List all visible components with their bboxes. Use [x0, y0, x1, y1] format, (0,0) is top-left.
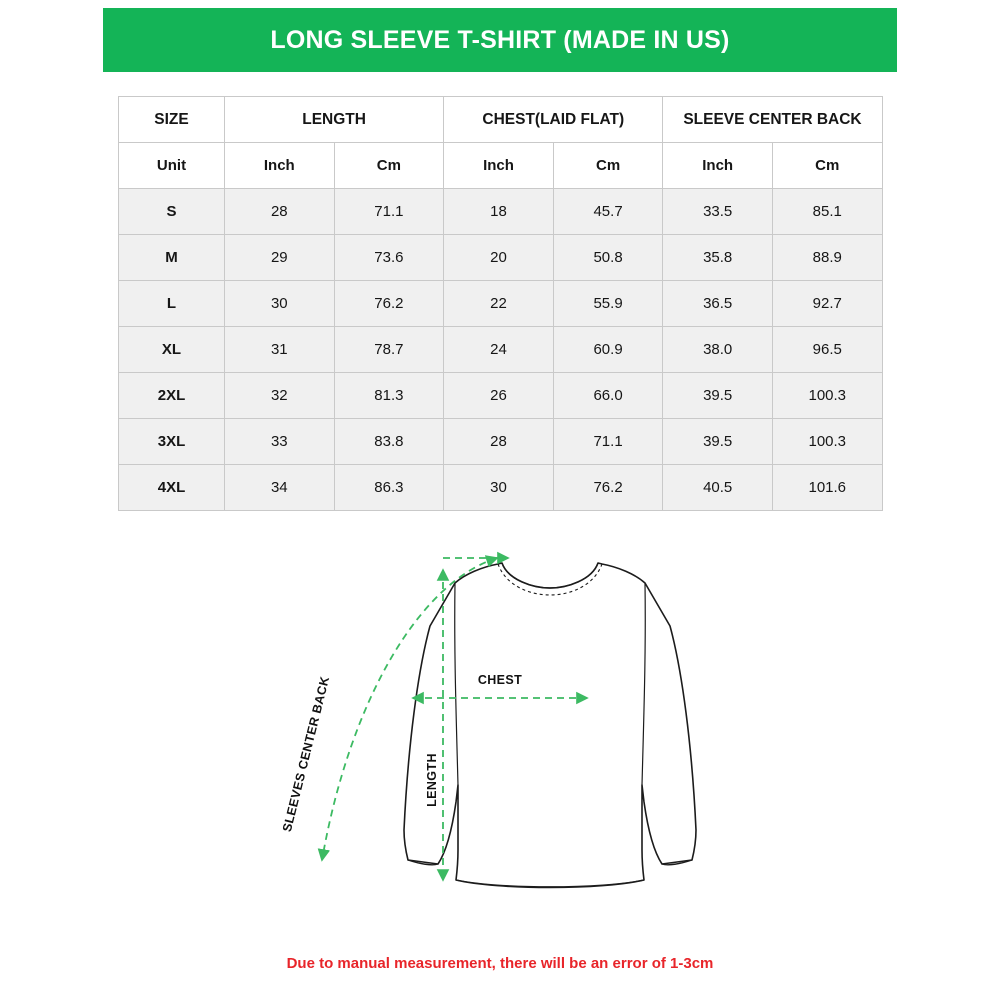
unit-sleeve-inch: Inch — [663, 143, 773, 189]
tshirt-outline-shape — [404, 563, 696, 888]
cell-length-cm: 73.6 — [334, 235, 444, 281]
cell-length-inch: 29 — [225, 235, 335, 281]
cell-length-cm: 83.8 — [334, 419, 444, 465]
cell-sleeve-inch: 36.5 — [663, 281, 773, 327]
cell-size: 4XL — [119, 465, 225, 511]
unit-label: Unit — [119, 143, 225, 189]
cell-size: 3XL — [119, 419, 225, 465]
unit-sleeve-cm: Cm — [772, 143, 882, 189]
table-row — [119, 419, 883, 465]
measurement-disclaimer: Due to manual measurement, there will be an error of 1-3cm — [286, 955, 714, 972]
table-row — [119, 189, 883, 235]
cell-sleeve-inch: 39.5 — [663, 373, 773, 419]
cell-chest-inch: 28 — [444, 419, 554, 465]
cell-length-inch: 28 — [225, 189, 335, 235]
cell-chest-inch: 22 — [444, 281, 554, 327]
cell-chest-cm: 60.9 — [553, 327, 663, 373]
table-row — [119, 465, 883, 511]
table-group-header-row — [119, 97, 883, 143]
cell-length-inch: 32 — [225, 373, 335, 419]
cell-sleeve-cm: 88.9 — [772, 235, 882, 281]
cell-sleeve-inch: 35.8 — [663, 235, 773, 281]
chest-label: CHEST — [477, 673, 523, 687]
cell-length-cm: 81.3 — [334, 373, 444, 419]
garment-measurement-diagram — [250, 530, 770, 920]
cell-sleeve-cm: 92.7 — [772, 281, 882, 327]
header-banner — [103, 8, 897, 72]
cell-chest-cm: 55.9 — [553, 281, 663, 327]
column-header-sleeve: SLEEVE CENTER BACK — [663, 97, 882, 143]
cell-size: 2XL — [119, 373, 225, 419]
cell-length-inch: 33 — [225, 419, 335, 465]
cell-size: XL — [119, 327, 225, 373]
table-row — [119, 373, 883, 419]
cell-sleeve-inch: 38.0 — [663, 327, 773, 373]
cell-chest-cm: 45.7 — [553, 189, 663, 235]
size-chart-table-container — [118, 96, 882, 511]
cell-size: S — [119, 189, 225, 235]
cell-chest-cm: 76.2 — [553, 465, 663, 511]
cell-chest-inch: 18 — [444, 189, 554, 235]
cell-sleeve-inch: 33.5 — [663, 189, 773, 235]
unit-length-cm: Cm — [334, 143, 444, 189]
cell-sleeve-cm: 100.3 — [772, 373, 882, 419]
cell-sleeve-cm: 85.1 — [772, 189, 882, 235]
cell-length-cm: 76.2 — [334, 281, 444, 327]
cell-chest-inch: 20 — [444, 235, 554, 281]
cell-chest-inch: 24 — [444, 327, 554, 373]
cell-size: L — [119, 281, 225, 327]
cell-chest-cm: 66.0 — [553, 373, 663, 419]
unit-chest-cm: Cm — [553, 143, 663, 189]
size-chart-table — [118, 96, 883, 511]
cell-length-inch: 30 — [225, 281, 335, 327]
cell-sleeve-cm: 100.3 — [772, 419, 882, 465]
cell-sleeve-inch: 39.5 — [663, 419, 773, 465]
page-title: LONG SLEEVE T-SHIRT (MADE IN US) — [270, 25, 730, 54]
cell-length-cm: 71.1 — [334, 189, 444, 235]
cell-chest-inch: 26 — [444, 373, 554, 419]
cell-length-inch: 34 — [225, 465, 335, 511]
table-row — [119, 281, 883, 327]
cell-length-inch: 31 — [225, 327, 335, 373]
cell-chest-cm: 71.1 — [553, 419, 663, 465]
cell-size: M — [119, 235, 225, 281]
unit-length-inch: Inch — [225, 143, 335, 189]
length-label: LENGTH — [425, 753, 439, 807]
cell-length-cm: 78.7 — [334, 327, 444, 373]
column-header-size: SIZE — [119, 97, 225, 143]
sleeves-center-back-label: SLEEVES CENTER BACK — [280, 674, 333, 834]
column-header-length: LENGTH — [225, 97, 444, 143]
table-row — [119, 235, 883, 281]
cell-sleeve-cm: 101.6 — [772, 465, 882, 511]
cell-length-cm: 86.3 — [334, 465, 444, 511]
table-row — [119, 327, 883, 373]
column-header-chest: CHEST(LAID FLAT) — [444, 97, 663, 143]
cell-sleeve-inch: 40.5 — [663, 465, 773, 511]
table-unit-row — [119, 143, 883, 189]
cell-chest-cm: 50.8 — [553, 235, 663, 281]
cell-sleeve-cm: 96.5 — [772, 327, 882, 373]
cell-chest-inch: 30 — [444, 465, 554, 511]
unit-chest-inch: Inch — [444, 143, 554, 189]
